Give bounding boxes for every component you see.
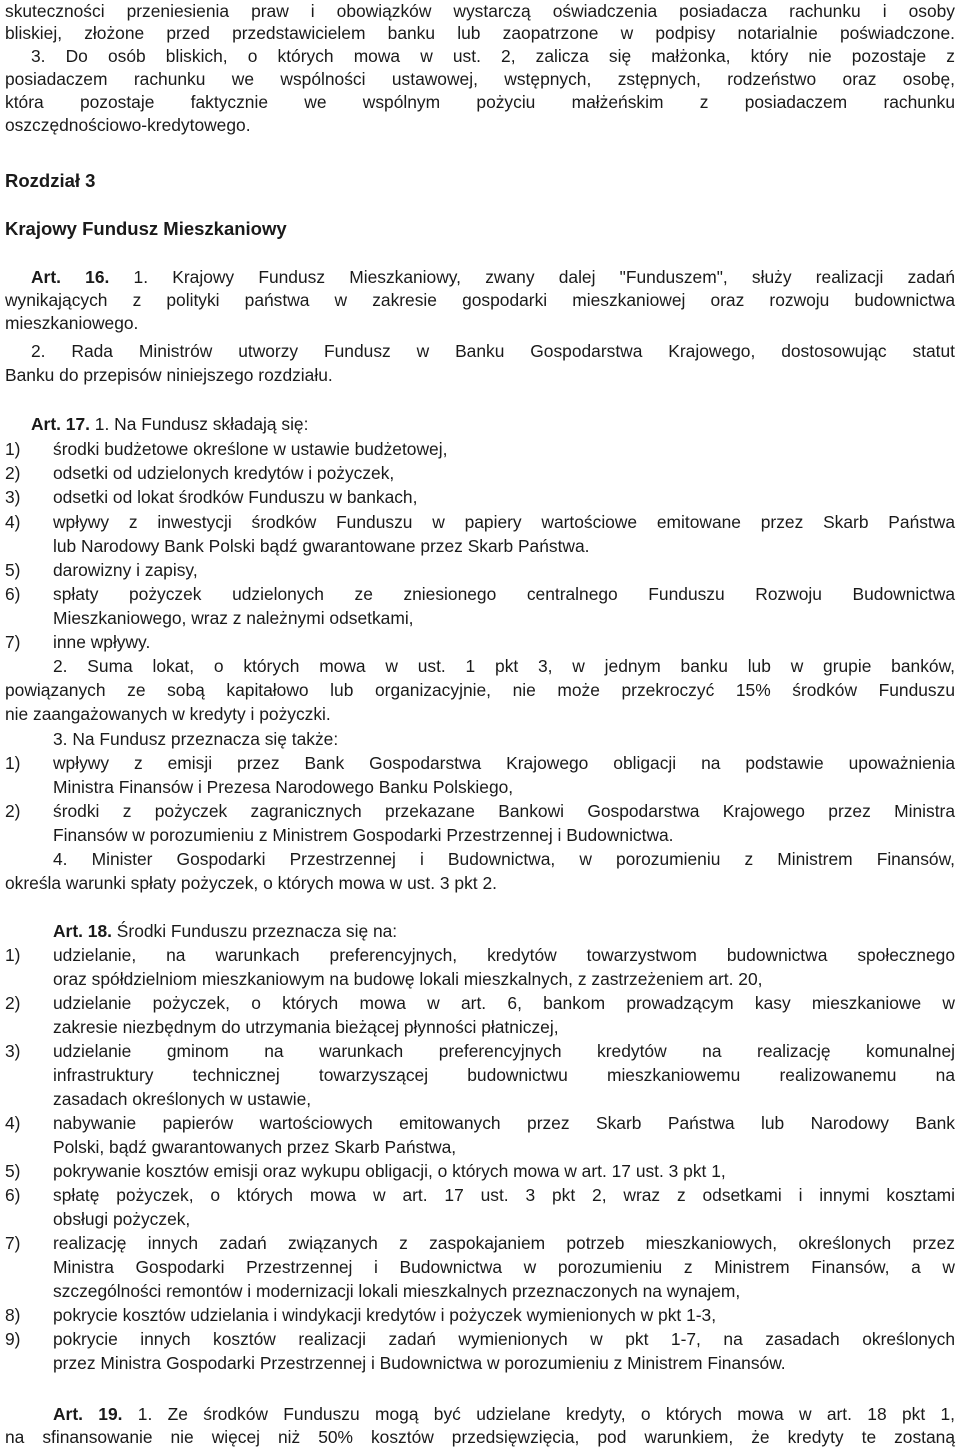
article-18-line: Art. 18. Środki Funduszu przeznacza się na: <box>53 921 398 941</box>
list-item: 2) odsetki od udzielonych kredytów i pożyczek, <box>5 463 395 483</box>
list-item: 2) środki z pożyczek zagranicznych przekazane Bankowi Gospodarstwa Krajowego przez Ministra <box>5 801 955 821</box>
list-item: 6) spłaty pożyczek udzielonych ze zniesionego centralnego Funduszu Rozwoju Budownictwa <box>5 584 955 604</box>
list-item: 7) realizację innych zadań związanych z zaspokajaniem potrzeb mieszkaniowych, określonych przez <box>5 1233 955 1253</box>
chapter-title: Krajowy Fundusz Mieszkaniowy <box>5 218 287 239</box>
article-19-line: Art. 19. 1. Ze środków Funduszu mogą być udzielane kredyty, o których mowa w art. 18 pkt 1, <box>53 1404 955 1424</box>
article-16-line: Art. 16. 1. Krajowy Fundusz Mieszkaniowy, zwany dalej "Funduszem", służy realizacji zadań <box>31 267 955 287</box>
list-item-continuation: Ministra Finansów i Prezesa Narodowego Banku Polskiego, <box>53 777 514 797</box>
list-item: 5) darowizny i zapisy, <box>5 560 198 580</box>
text-line: skuteczności przeniesienia praw i obowiązków wystarczą oświadczenia posiadacza rachunku i osoby <box>5 1 955 21</box>
text-line: 2. Suma lokat, o których mowa w ust. 1 pkt 3, w jednym banku lub w grupie banków, <box>53 656 955 676</box>
article-label: Art. 16. <box>31 267 110 287</box>
list-item-continuation: lub Narodowy Bank Polski bądź gwarantowane przez Skarb Państwa. <box>53 536 590 556</box>
list-item: 4) nabywanie papierów wartościowych emitowanych przez Skarb Państwa lub Narodowy Bank <box>5 1113 955 1133</box>
list-item-continuation: infrastruktury technicznej towarzyszącej budownictwu mieszkaniowemu realizowanemu na <box>53 1065 955 1085</box>
list-item-continuation: szczególności remontów i modernizacji lokali mieszkalnych przeznaczonych na wynajem, <box>53 1281 741 1301</box>
list-item: 9) pokrycie innych kosztów realizacji zadań wymienionych w pkt 1-7, na zasadach określonych <box>5 1329 955 1349</box>
text-line: powiązanych ze sobą kapitałowo lub organizacyjnie, nie może przekroczyć 15% środków Funduszu <box>5 680 955 700</box>
list-item: 5) pokrywanie kosztów emisji oraz wykupu obligacji, o których mowa w art. 17 ust. 3 pkt 1, <box>5 1161 726 1181</box>
list-item-continuation: zasadach określonych w ustawie, <box>53 1089 312 1109</box>
article-label: Art. 17. <box>31 414 90 434</box>
list-item-continuation: oraz spółdzielniom mieszkaniowym na budowę lokali mieszkalnych, z zastrzeżeniem art. 20, <box>53 969 763 989</box>
list-item: 1) udzielanie, na warunkach preferencyjnych, kredytów towarzystwom budownictwa społecznego <box>5 945 955 965</box>
list-item: 2) udzielanie pożyczek, o których mowa w art. 6, bankom prowadzącym kasy mieszkaniowe w <box>5 993 955 1013</box>
text-line: 3. Do osób bliskich, o których mowa w ust. 2, zalicza się małżonka, który nie pozostaje z <box>31 46 955 66</box>
text-line: Banku do przepisów niniejszego rozdziału. <box>5 365 333 385</box>
article-label: Art. 18. <box>53 921 112 941</box>
list-item: 1) środki budżetowe określone w ustawie budżetowej, <box>5 439 448 459</box>
text-line: wynikających z polityki państwa w zakresie gospodarki mieszkaniowej oraz rozwoju budownictwa <box>5 290 955 310</box>
list-item: 1) wpływy z emisji przez Bank Gospodarstwa Krajowego obligacji na podstawie upoważnienia <box>5 753 955 773</box>
text-line: mieszkaniowego. <box>5 313 139 333</box>
list-item-continuation: zakresie niezbędnym do utrzymania bieżącej płynności płatniczej, <box>53 1017 559 1037</box>
chapter-label: Rozdział 3 <box>5 170 96 191</box>
text-line: bliskiej, złożone przed przedstawicielem banku lub zaopatrzone w podpisy notarialnie poświadczone. <box>5 23 955 43</box>
list-item-continuation: obsługi pożyczek, <box>53 1209 191 1229</box>
article-17-line: Art. 17. 1. Na Fundusz składają się: <box>31 414 309 434</box>
text-line: posiadaczem rachunku we wspólności ustawowej, wstępnych, zstępnych, rodzeństwo oraz osobę, <box>5 69 955 89</box>
list-item: 8) pokrycie kosztów udzielania i windykacji kredytów i pożyczek wymienionych w pkt 1-3, <box>5 1305 717 1325</box>
list-item: 3) odsetki od lokat środków Funduszu w bankach, <box>5 487 418 507</box>
article-label: Art. 19. <box>53 1404 123 1424</box>
text-line: 2. Rada Ministrów utworzy Fundusz w Banku Gospodarstwa Krajowego, dostosowując statut <box>31 341 955 361</box>
text-line: nie zaangażowanych w kredyty i pożyczki. <box>5 704 331 724</box>
text-line: na sfinansowanie nie więcej niż 50% kosztów przedsięwzięcia, pod warunkiem, że kredyty te zostaną <box>5 1427 955 1447</box>
text-line: oszczędnościowo-kredytowego. <box>5 115 251 135</box>
list-item-continuation: Polski, bądź gwarantowanych przez Skarb Państwa, <box>53 1137 457 1157</box>
text-line: 4. Minister Gospodarki Przestrzennej i Budownictwa, w porozumieniu z Ministrem Finansów, <box>53 849 955 869</box>
list-item: 7) inne wpływy. <box>5 632 151 652</box>
text-line: która pozostaje faktycznie we wspólnym pożyciu małżeńskim z posiadaczem rachunku <box>5 92 955 112</box>
list-item-continuation: Mieszkaniowego, wraz z należnymi odsetkami, <box>53 608 414 628</box>
list-item-continuation: Finansów w porozumieniu z Ministrem Gospodarki Przestrzennej i Budownictwa. <box>53 825 674 845</box>
list-item-continuation: Ministra Gospodarki Przestrzennej i Budownictwa w porozumieniu z Ministrem Finansów, a w <box>53 1257 955 1277</box>
list-item-continuation: przez Ministra Gospodarki Przestrzennej i Budownictwa w porozumieniu z Ministrem Finansów. <box>53 1353 786 1373</box>
list-item: 6) spłatę pożyczek, o których mowa w art. 17 ust. 3 pkt 2, wraz z odsetkami i innymi kosztami <box>5 1185 955 1205</box>
text-line: 3. Na Fundusz przeznacza się także: <box>53 729 339 749</box>
list-item: 4) wpływy z inwestycji środków Funduszu w papiery wartościowe emitowane przez Skarb Państwa <box>5 512 955 532</box>
list-item: 3) udzielanie gminom na warunkach preferencyjnych kredytów na realizację komunalnej <box>5 1041 955 1061</box>
text-line: określa warunki spłaty pożyczek, o których mowa w ust. 3 pkt 2. <box>5 873 497 893</box>
